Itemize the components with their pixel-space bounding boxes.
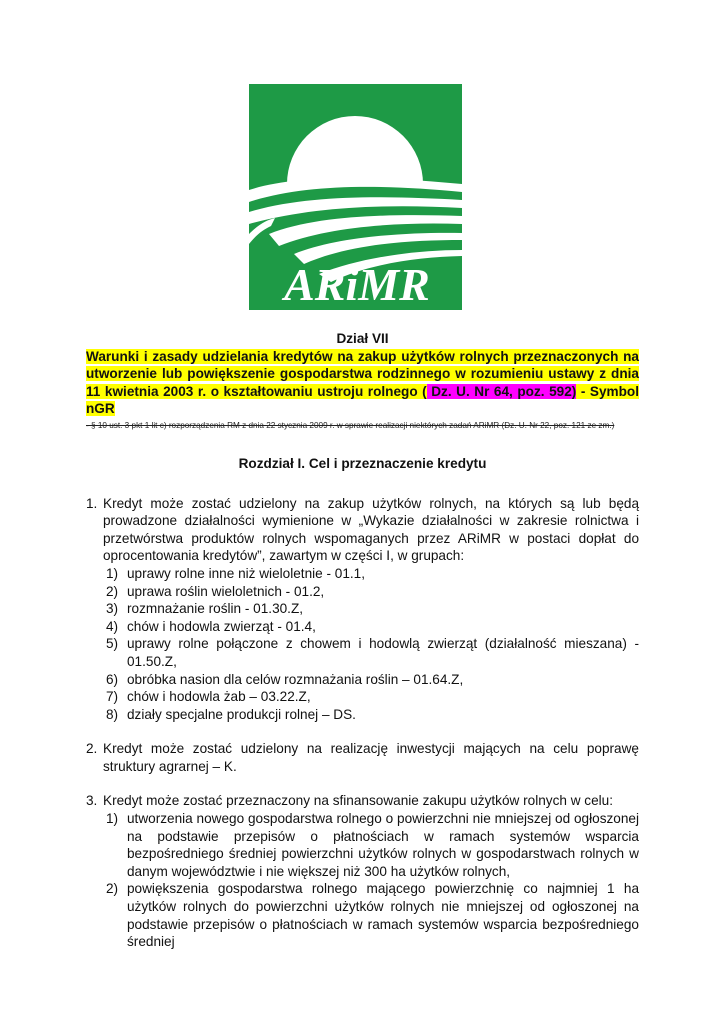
item-text: Kredyt może zostać przeznaczony na sfinansowanie zakupu użytków rolnych w celu: <box>103 793 614 809</box>
item-text: Kredyt może zostać udzielony na realizację inwestycji mających na celu poprawę struktury agrarnej – K. <box>103 741 639 774</box>
subtitle-part2: - Symbol nGR <box>86 383 639 417</box>
subtitle-legal-reference: Dz. U. Nr 64, poz. 592) <box>426 383 577 399</box>
sub-item-text: powiększenia gospodarstwa rolnego mającego powierzchnię co najmniej 1 ha użytków rolnych do powierzchni użytków rolnych nie mniejszej od ogłoszonej na podstawie przepisów o płatnościach w ramach systemów wsparcia bezpośredniego średniej <box>127 881 639 950</box>
sub-item-number: 3) <box>106 601 119 617</box>
sub-list <box>103 810 639 951</box>
sub-item-text: obróbka nasion dla celów rozmnażania roślin – 01.64.Z, <box>127 671 464 687</box>
sub-item-number: 2) <box>106 583 119 599</box>
sub-item-text: uprawy rolne inne niż wieloletnie - 01.1, <box>127 565 366 581</box>
sub-item-number: 8) <box>106 706 119 722</box>
logo-text: ARiMR <box>284 259 430 310</box>
section-title: Dział VII <box>336 331 389 346</box>
sub-item-number: 1) <box>106 565 119 581</box>
struck-legal-note: - § 10 ust. 3 pkt 1 lit c) rozporządzenia RM z dnia 22 stycznia 2009 r. w sprawie realizacji niektórych zadań ARiMR (Dz. U. Nr 22, poz. 121 ze zm.) <box>86 420 615 430</box>
sub-list-item <box>103 583 639 601</box>
item-number: 3. <box>86 793 98 809</box>
sub-item-number: 2) <box>106 881 119 897</box>
sub-item-number: 4) <box>106 618 119 634</box>
sub-list-item <box>103 635 639 670</box>
sub-list-item <box>103 671 639 689</box>
sub-item-number: 5) <box>106 636 119 652</box>
sub-item-number: 1) <box>106 811 119 827</box>
sub-list-item <box>103 688 639 706</box>
sub-item-text: chów i hodowla zwierząt - 01.4, <box>127 618 316 634</box>
item-number: 2. <box>86 741 98 757</box>
arimr-logo <box>249 84 462 310</box>
sub-item-text: rozmnażanie roślin - 01.30.Z, <box>127 601 304 617</box>
arimr-logo-graphic <box>249 84 462 310</box>
sub-list-item <box>103 600 639 618</box>
sub-list-item <box>103 810 639 880</box>
main-list <box>86 495 639 951</box>
item-number: 1. <box>86 495 98 511</box>
sub-list-item <box>103 880 639 950</box>
sub-list-item <box>103 706 639 724</box>
sub-item-text: chów i hodowla żab – 03.22.Z, <box>127 689 311 705</box>
sub-item-text: działy specjalne produkcji rolnej – DS. <box>127 706 356 722</box>
sub-list-item <box>103 565 639 583</box>
item-text: Kredyt może zostać udzielony na zakup użytków rolnych, na których są lub będą prowadzone działalności wymienione w „Wykazie działalności w zakresie rolnictwa i przetwórstwa produktów rolnych wspomaganych przez ARiMR w postaci dopłat do oprocentowania kredytów”, zawartym w części I, w grupach: <box>103 495 639 564</box>
subtitle-part1: Warunki i zasady udzielania kredytów na zakup użytków rolnych przeznaczonych na utworzenie lub powiększenie gospodarstwa rodzinnego w rozumieniu ustawy z dnia 11 kwietnia 2003 r. o kształtowaniu ustroju rolnego ( <box>86 348 639 399</box>
sub-item-text: utworzenia nowego gospodarstwa rolnego o powierzchni nie mniejszej od ogłoszonej na podstawie przepisów o płatnościach w ramach systemów wsparcia bezpośredniego średniej powierzchni użytków rolnych w gospodarstwach rolnych w danym województwie i nie większej niż 300 ha użytków rolnych, <box>127 811 639 879</box>
list-item <box>86 495 639 724</box>
document-body <box>86 330 639 968</box>
sub-item-text: uprawa roślin wieloletnich - 01.2, <box>127 583 325 599</box>
sub-item-text: uprawy rolne połączone z chowem i hodowlą zwierząt (działalność mieszana) - 01.50.Z, <box>127 636 639 669</box>
sub-item-number: 7) <box>106 689 119 705</box>
list-item <box>86 792 639 950</box>
sub-list-item <box>103 618 639 636</box>
list-item <box>86 740 639 775</box>
section-subtitle <box>86 348 639 418</box>
chapter-title: Rozdział I. Cel i przeznaczenie kredytu <box>238 455 487 471</box>
sub-item-number: 6) <box>106 671 119 687</box>
sub-list <box>103 565 639 723</box>
